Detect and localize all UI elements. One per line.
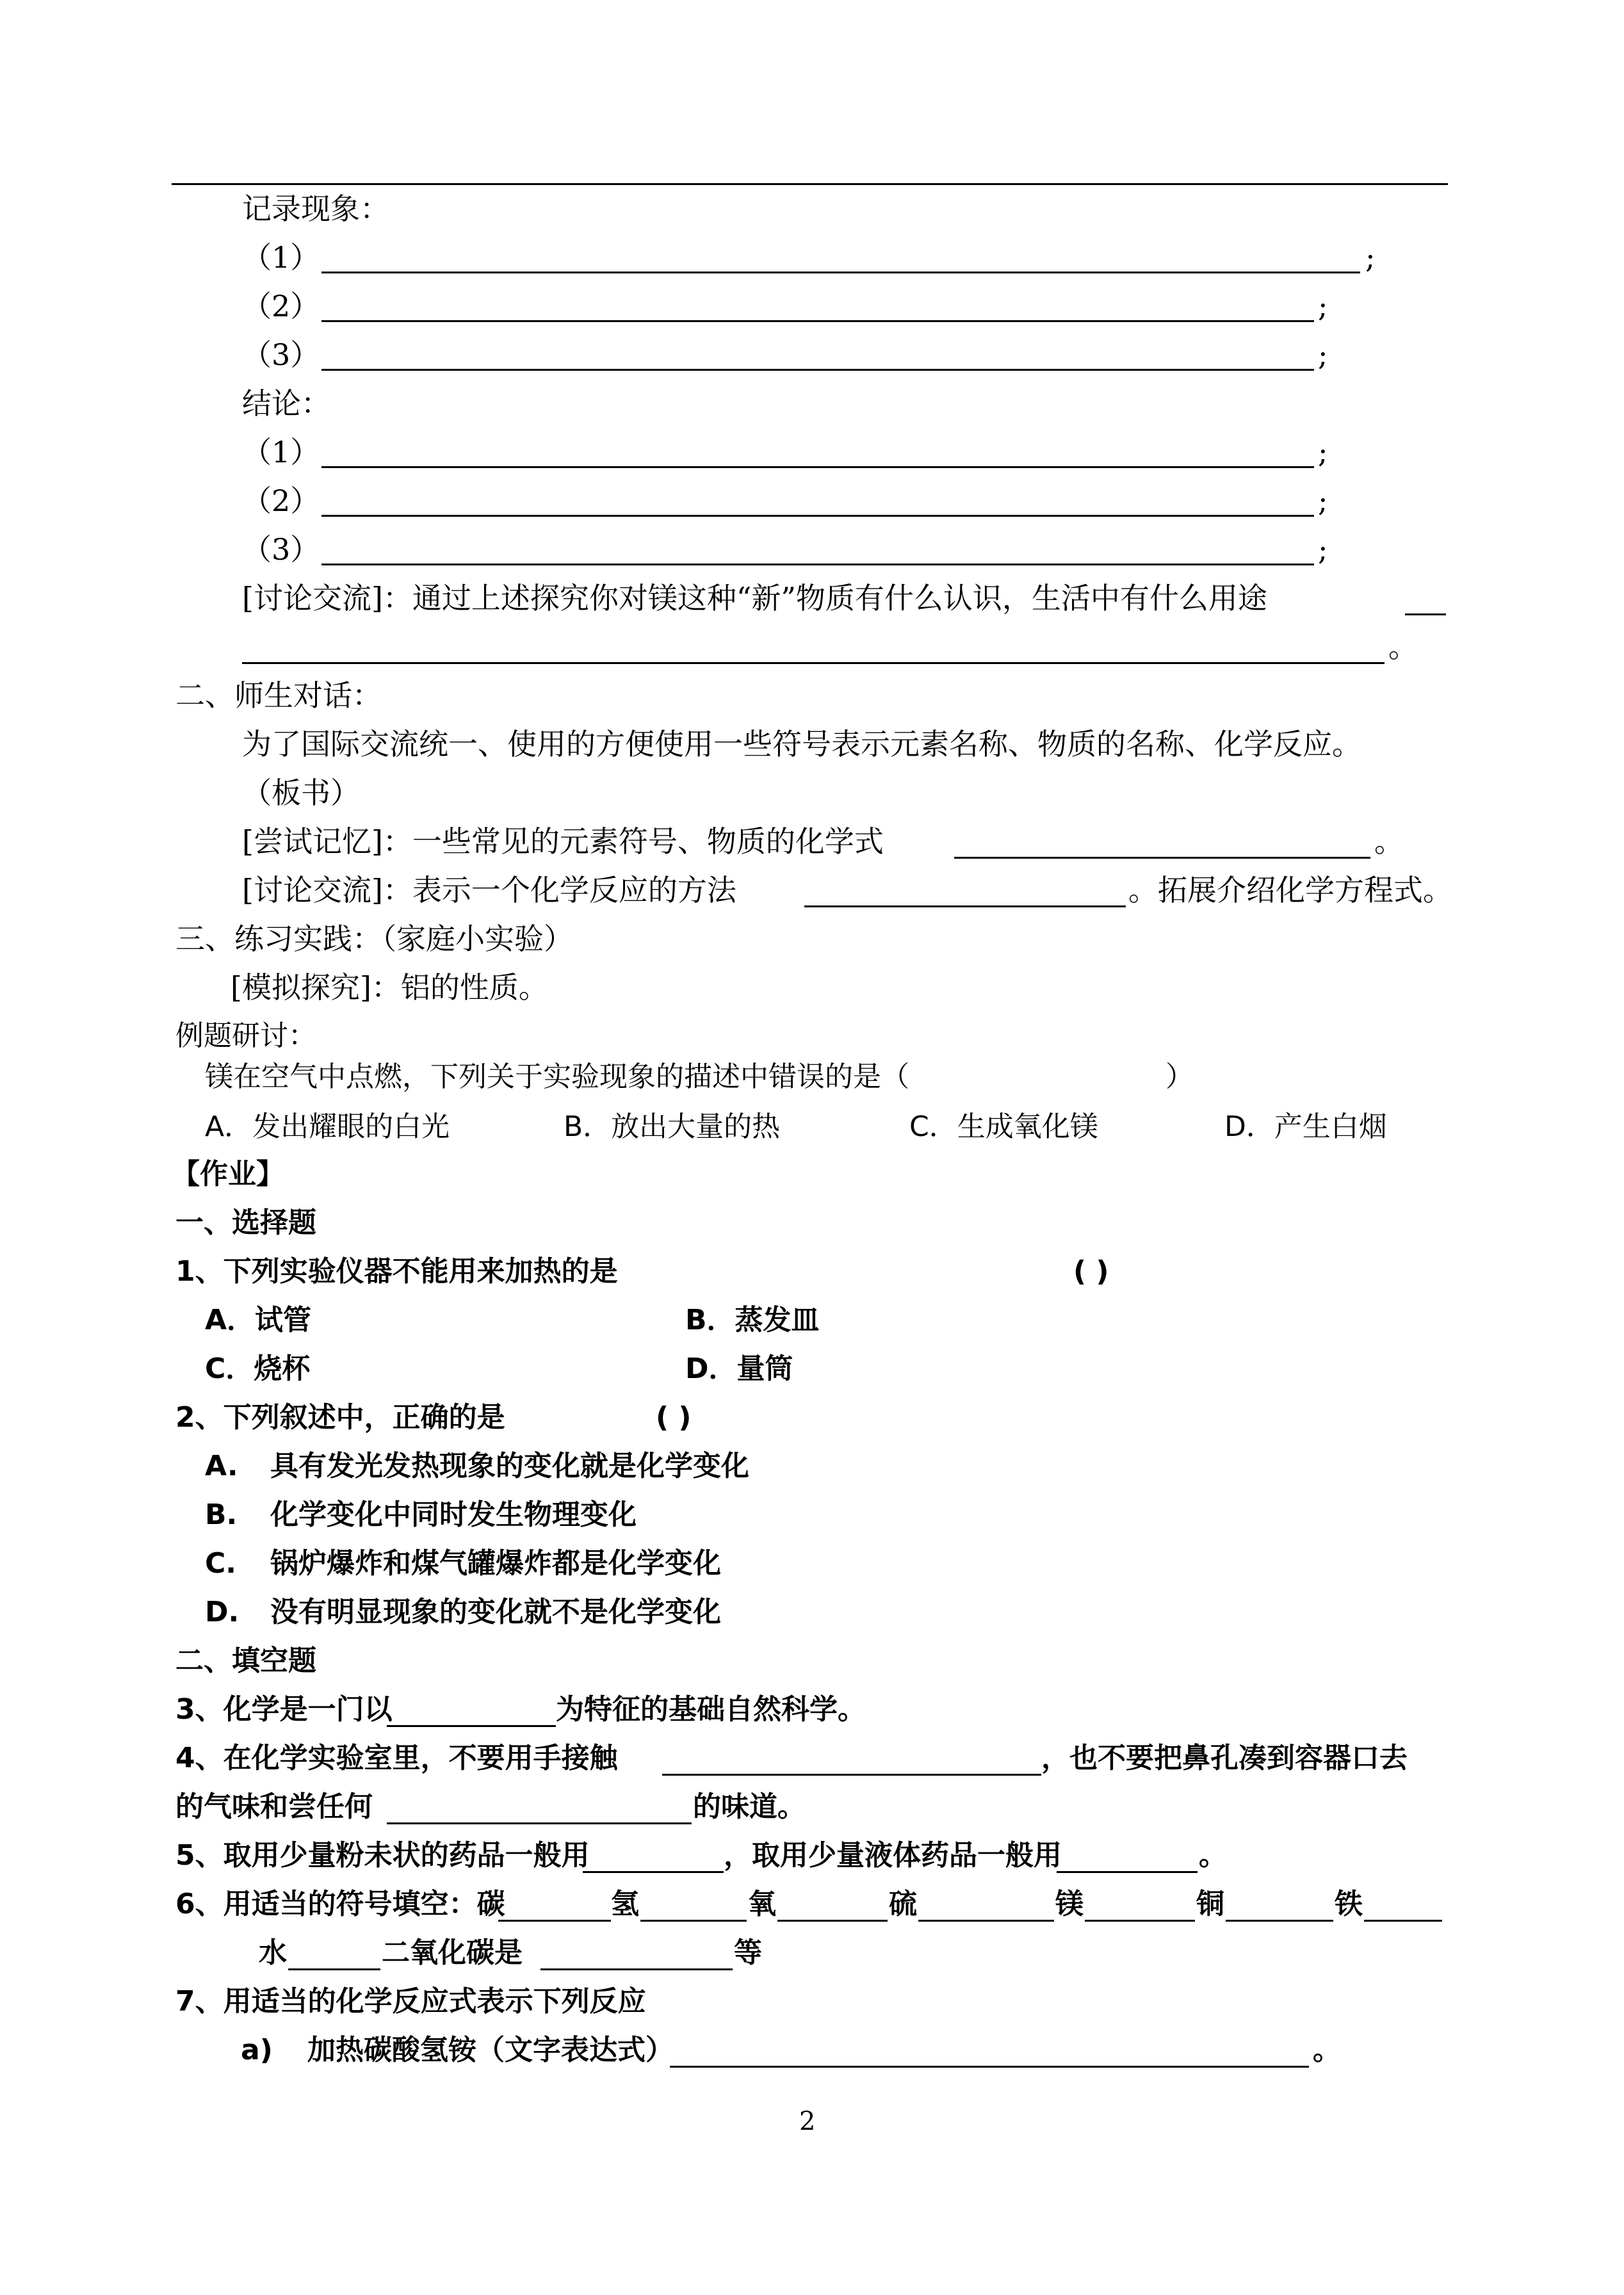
conclusion-item-2-blank[interactable]: [321, 515, 1314, 517]
q6-water-label: 水: [259, 1936, 287, 1969]
fill-section-title: 二、填空题: [175, 1644, 316, 1677]
record-item-2-blank[interactable]: [321, 320, 1314, 322]
conclusion-title: 结论：: [242, 386, 330, 421]
example-paren-close: ）: [1165, 1060, 1194, 1093]
section3-title: 三、练习实践：（家庭小实验）: [175, 921, 573, 956]
example-option-b[interactable]: B．放出大量的热: [564, 1110, 781, 1143]
q4-blank-2[interactable]: [387, 1822, 692, 1824]
q2-option-c-letter: C.: [205, 1547, 237, 1580]
conclusion-item-2-end: ;: [1318, 483, 1328, 518]
q1-option-a[interactable]: A．试管: [205, 1304, 312, 1336]
q2-option-c[interactable]: 锅炉爆炸和煤气罐爆炸都是化学变化: [270, 1547, 721, 1580]
conclusion-item-1-end: ;: [1318, 435, 1328, 469]
record-title: 记录现象：: [242, 191, 389, 226]
q6-oxygen-label: 氧: [748, 1888, 776, 1920]
q7a-end: 。: [1313, 2034, 1341, 2066]
record-item-3-label: （3）: [242, 337, 320, 372]
q2-text: 2、下列叙述中，正确的是: [175, 1401, 505, 1434]
q2-option-b-letter: B.: [205, 1498, 238, 1531]
section2-recall: [尝试记忆]：一些常见的元素符号、物质的化学式: [242, 824, 884, 859]
q3-blank[interactable]: [387, 1725, 556, 1727]
q6-blank-copper[interactable]: [1226, 1920, 1333, 1922]
q4-text-c: 的气味和尝任何: [175, 1790, 373, 1823]
q1-option-b[interactable]: B．蒸发皿: [685, 1304, 820, 1336]
q6-magnesium-label: 镁: [1055, 1888, 1084, 1920]
record-item-2-label: （2）: [242, 289, 320, 323]
choice-section-title: 一、选择题: [175, 1206, 316, 1239]
conclusion-item-3-end: ;: [1318, 532, 1328, 567]
example-title: 例题研讨：: [175, 1019, 316, 1052]
q6-blank-water[interactable]: [288, 1968, 380, 1970]
q7a-blank[interactable]: [670, 2066, 1309, 2068]
q4-text-d: 的味道。: [693, 1790, 806, 1823]
q2-option-b[interactable]: 化学变化中同时发生物理变化: [270, 1498, 637, 1531]
q2-option-a[interactable]: 具有发光发热现象的变化就是化学变化: [270, 1450, 749, 1482]
record-item-3-blank[interactable]: [321, 369, 1314, 371]
q6-text: 6、用适当的符号填空：碳: [175, 1888, 505, 1920]
q7a-text: 加热碳酸氢铵（文字表达式）: [307, 2034, 674, 2066]
q2-answer-paren[interactable]: ( ): [656, 1401, 692, 1434]
q6-blank-sulfur[interactable]: [918, 1920, 1054, 1922]
q6-copper-label: 铜: [1196, 1888, 1224, 1920]
q6-blank-co2[interactable]: [540, 1968, 733, 1970]
section2-recall-blank[interactable]: [954, 857, 1370, 859]
q1-option-c[interactable]: C．烧杯: [205, 1352, 311, 1385]
conclusion-item-3-blank[interactable]: [321, 564, 1314, 565]
record-item-1-end: ;: [1365, 240, 1376, 275]
record-item-2-end: ;: [1318, 289, 1328, 323]
q7-text: 7、用适当的化学反应式表示下列反应: [175, 1985, 646, 2018]
record-item-3-end: ;: [1318, 337, 1328, 372]
q4-text-b: ，也不要把鼻孔凑到容器口去: [1041, 1742, 1408, 1774]
conclusion-item-3-label: （3）: [242, 532, 320, 567]
example-option-c[interactable]: C．生成氧化镁: [909, 1110, 1098, 1143]
q5-text-a: 5、取用少量粉未状的药品一般用: [175, 1839, 590, 1872]
q4-blank-1[interactable]: [662, 1774, 1041, 1776]
q1-text: 1、下列实验仪器不能用来加热的是: [175, 1255, 618, 1288]
section2-line2: （板书）: [242, 775, 360, 810]
q3-text-a: 3、化学是一门以: [175, 1693, 393, 1726]
q6-hydrogen-label: 氢: [611, 1888, 639, 1920]
q5-text-c: 。: [1199, 1839, 1227, 1872]
q1-answer-paren[interactable]: ( ): [1073, 1255, 1109, 1288]
q6-end: 等: [734, 1936, 762, 1969]
section3-sim: [模拟探究]：铝的性质。: [231, 970, 548, 1005]
discuss1-text: [讨论交流]：通过上述探究你对镁这种“新”物质有什么认识，生活中有什么用途: [242, 581, 1267, 615]
q2-option-a-letter: A.: [205, 1450, 238, 1482]
example-option-a[interactable]: A．发出耀眼的白光: [205, 1110, 450, 1143]
section2-line1: 为了国际交流统一、使用的方便使用一些符号表示元素名称、物质的名称、化学反应。: [242, 727, 1361, 761]
q2-option-d-letter: D.: [205, 1596, 240, 1628]
example-question: 镁在空气中点燃，下列关于实验现象的描述中错误的是（: [205, 1060, 909, 1093]
record-item-1-label: （1）: [242, 240, 320, 275]
q5-text-b: ，取用少量液体药品一般用: [724, 1839, 1062, 1872]
q6-iron-label: 铁: [1335, 1888, 1363, 1920]
conclusion-item-1-blank[interactable]: [321, 466, 1314, 468]
q6-blank-carbon[interactable]: [498, 1920, 611, 1922]
q4-text-a: 4、在化学实验室里，不要用手接触: [175, 1742, 618, 1774]
section2-discuss-blank[interactable]: [804, 905, 1126, 907]
q6-blank-iron[interactable]: [1364, 1920, 1442, 1922]
q5-blank-1[interactable]: [583, 1871, 724, 1873]
example-option-d[interactable]: D．产生白烟: [1224, 1110, 1387, 1143]
page-number: 2: [799, 2107, 816, 2136]
q7a-label: a): [241, 2034, 273, 2066]
discuss1-blank-b[interactable]: [242, 662, 1384, 664]
homework-title: 【作业】: [172, 1158, 284, 1190]
q2-option-d[interactable]: 没有明显现象的变化就不是化学变化: [270, 1596, 721, 1628]
q6-blank-oxygen[interactable]: [777, 1920, 888, 1922]
q3-text-b: 为特征的基础自然科学。: [556, 1693, 866, 1726]
discuss1-blank-a[interactable]: [1405, 613, 1446, 615]
record-item-1-blank[interactable]: [321, 272, 1360, 273]
q6-blank-hydrogen[interactable]: [640, 1920, 747, 1922]
conclusion-item-2-label: （2）: [242, 483, 320, 518]
q5-blank-2[interactable]: [1057, 1871, 1198, 1873]
conclusion-item-1-label: （1）: [242, 435, 320, 469]
q6-co2-label: 二氧化碳是: [382, 1936, 523, 1969]
section2-title: 二、师生对话：: [175, 678, 382, 713]
q6-sulfur-label: 硫: [889, 1888, 917, 1920]
header-rule: [172, 183, 1448, 185]
section2-discuss-a: [讨论交流]：表示一个化学反应的方法: [242, 873, 736, 907]
q1-option-d[interactable]: D．量筒: [685, 1352, 793, 1385]
section2-discuss-b: 。拓展介绍化学方程式。: [1128, 873, 1452, 907]
section2-recall-end: 。: [1374, 824, 1404, 859]
q6-blank-magnesium[interactable]: [1085, 1920, 1195, 1922]
discuss1-end: 。: [1388, 629, 1418, 664]
